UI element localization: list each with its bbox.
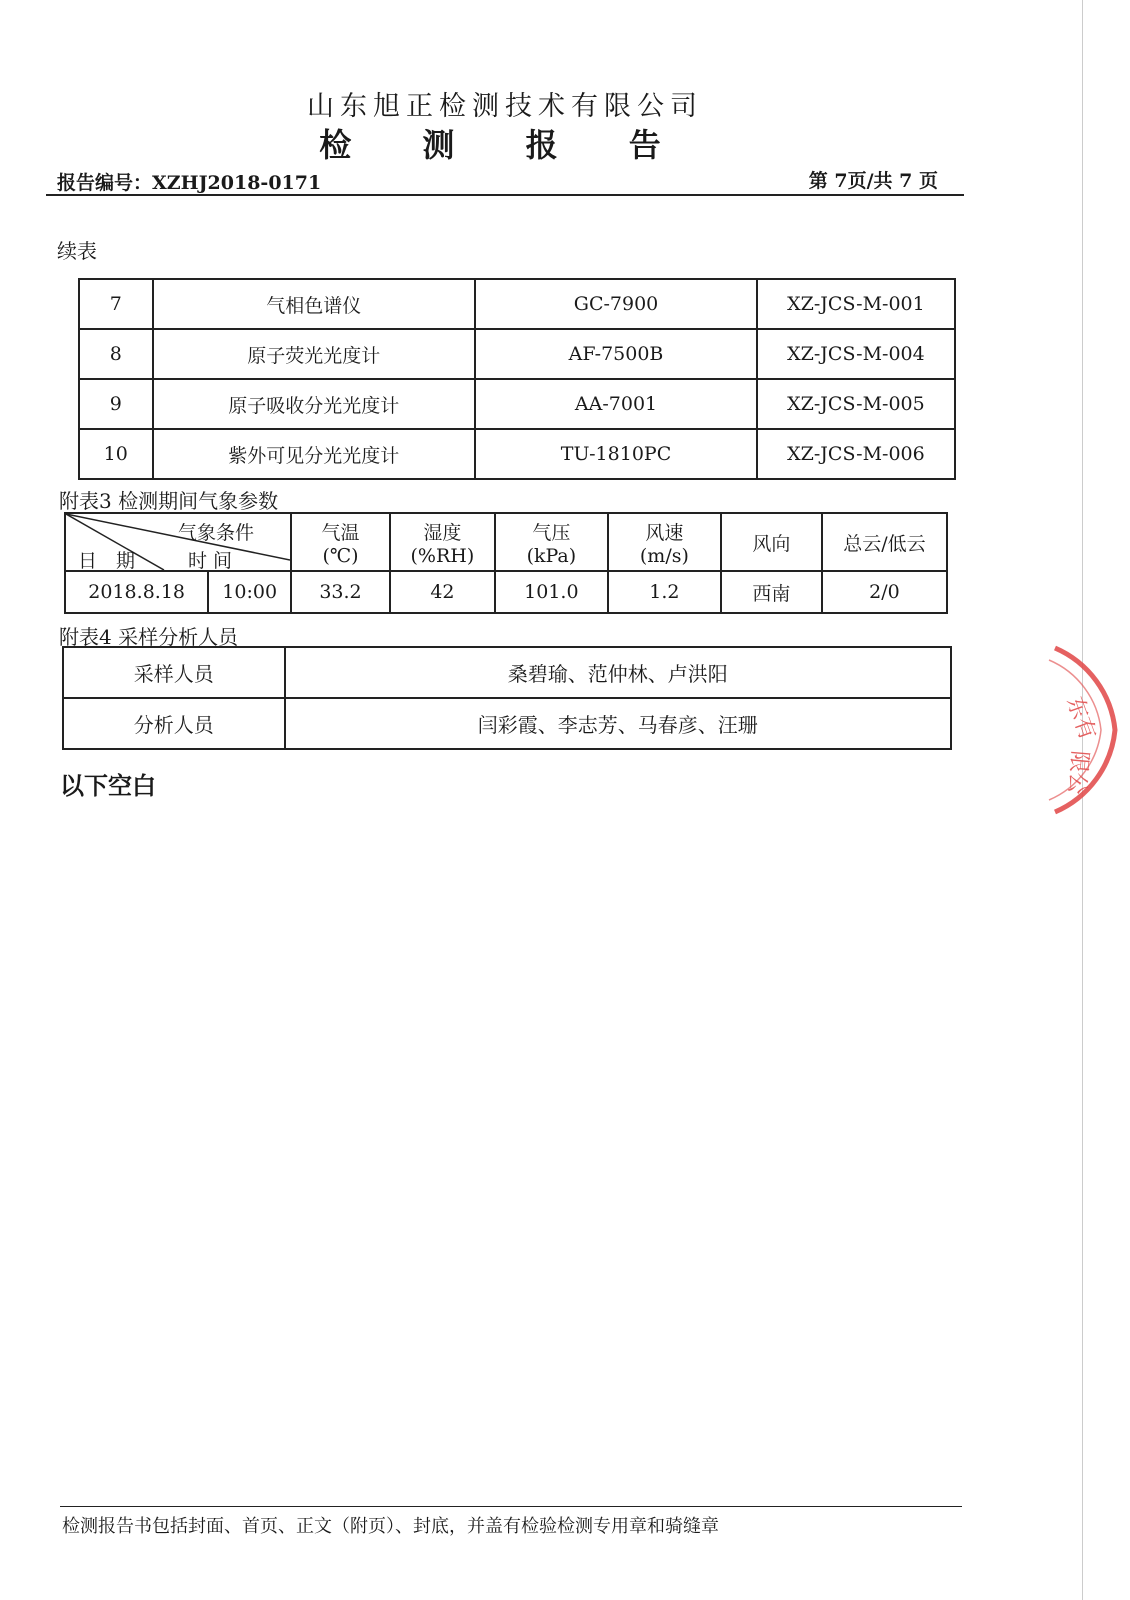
svg-text:限公: 限公	[1063, 749, 1092, 796]
row-number: 8	[79, 329, 153, 379]
instrument-code: XZ-JCS-M-001	[757, 279, 955, 329]
humidity-header: 湿度 (%RH)	[390, 513, 495, 571]
header-rule	[46, 194, 964, 196]
table-row	[79, 379, 955, 429]
instrument-code: XZ-JCS-M-005	[757, 379, 955, 429]
wind-speed-cell: 1.2	[608, 571, 721, 613]
wind-speed-header: 风速 (m/s)	[608, 513, 721, 571]
diag-right-label: 时 间	[188, 550, 233, 572]
diagonal-header-cell	[65, 513, 291, 571]
weather-table-caption: 附表3 检测期间气象参数	[59, 489, 279, 513]
staff-names: 闫彩霞、李志芳、马春彦、汪珊	[285, 698, 951, 749]
table-row	[65, 571, 947, 613]
row-number: 9	[79, 379, 153, 429]
table-row	[79, 329, 955, 379]
instrument-model: TU-1810PC	[475, 429, 757, 479]
pressure-header: 气压 (kPa)	[495, 513, 608, 571]
cloud-cell: 2/0	[822, 571, 947, 613]
cloud-header: 总云/低云	[822, 513, 947, 571]
table-row	[79, 279, 955, 329]
row-number: 10	[79, 429, 153, 479]
instrument-model: AA-7001	[475, 379, 757, 429]
continued-label: 续表	[57, 239, 97, 263]
instrument-name: 原子吸收分光光度计	[153, 379, 476, 429]
staff-role: 采样人员	[63, 647, 285, 698]
page-number: 第 7页/共 7 页	[808, 170, 938, 192]
date-cell: 2018.8.18	[65, 571, 208, 613]
staff-role: 分析人员	[63, 698, 285, 749]
instrument-model: GC-7900	[475, 279, 757, 329]
wind-dir-header: 风向	[721, 513, 822, 571]
row-number: 7	[79, 279, 153, 329]
table-row	[63, 647, 951, 698]
instrument-model: AF-7500B	[475, 329, 757, 379]
instrument-code: XZ-JCS-M-004	[757, 329, 955, 379]
staff-table-caption: 附表4 采样分析人员	[59, 625, 239, 649]
temp-cell: 33.2	[291, 571, 390, 613]
time-cell: 10:00	[208, 571, 291, 613]
weather-table	[64, 512, 948, 614]
footer-note: 检测报告书包括封面、首页、正文（附页）、封底，并盖有检验检测专用章和骑缝章	[62, 1516, 719, 1537]
table-row	[63, 698, 951, 749]
table-header-row	[65, 513, 947, 571]
diag-top-label: 气象条件	[178, 522, 255, 544]
footer-rule	[60, 1506, 962, 1507]
diag-left-label: 日 期	[78, 550, 136, 572]
instrument-name: 气相色谱仪	[153, 279, 476, 329]
equipment-table	[78, 278, 956, 480]
official-seal-stamp	[1045, 640, 1125, 820]
instrument-name: 紫外可见分光光度计	[153, 429, 476, 479]
instrument-code: XZ-JCS-M-006	[757, 429, 955, 479]
humidity-cell: 42	[390, 571, 495, 613]
table-row	[79, 429, 955, 479]
company-name: 山东旭正检测技术有限公司	[307, 91, 703, 122]
document-title: 检 测 报 告	[319, 126, 691, 164]
pressure-cell: 101.0	[495, 571, 608, 613]
svg-text:东有: 东有	[1061, 693, 1100, 744]
wind-dir-cell: 西南	[721, 571, 822, 613]
temp-header: 气温 (℃)	[291, 513, 390, 571]
instrument-name: 原子荧光光度计	[153, 329, 476, 379]
blank-note: 以下空白	[60, 772, 156, 800]
staff-table	[62, 646, 952, 750]
report-number: 报告编号：XZHJ2018-0171	[57, 172, 322, 194]
staff-names: 桑碧瑜、范仲林、卢洪阳	[285, 647, 951, 698]
